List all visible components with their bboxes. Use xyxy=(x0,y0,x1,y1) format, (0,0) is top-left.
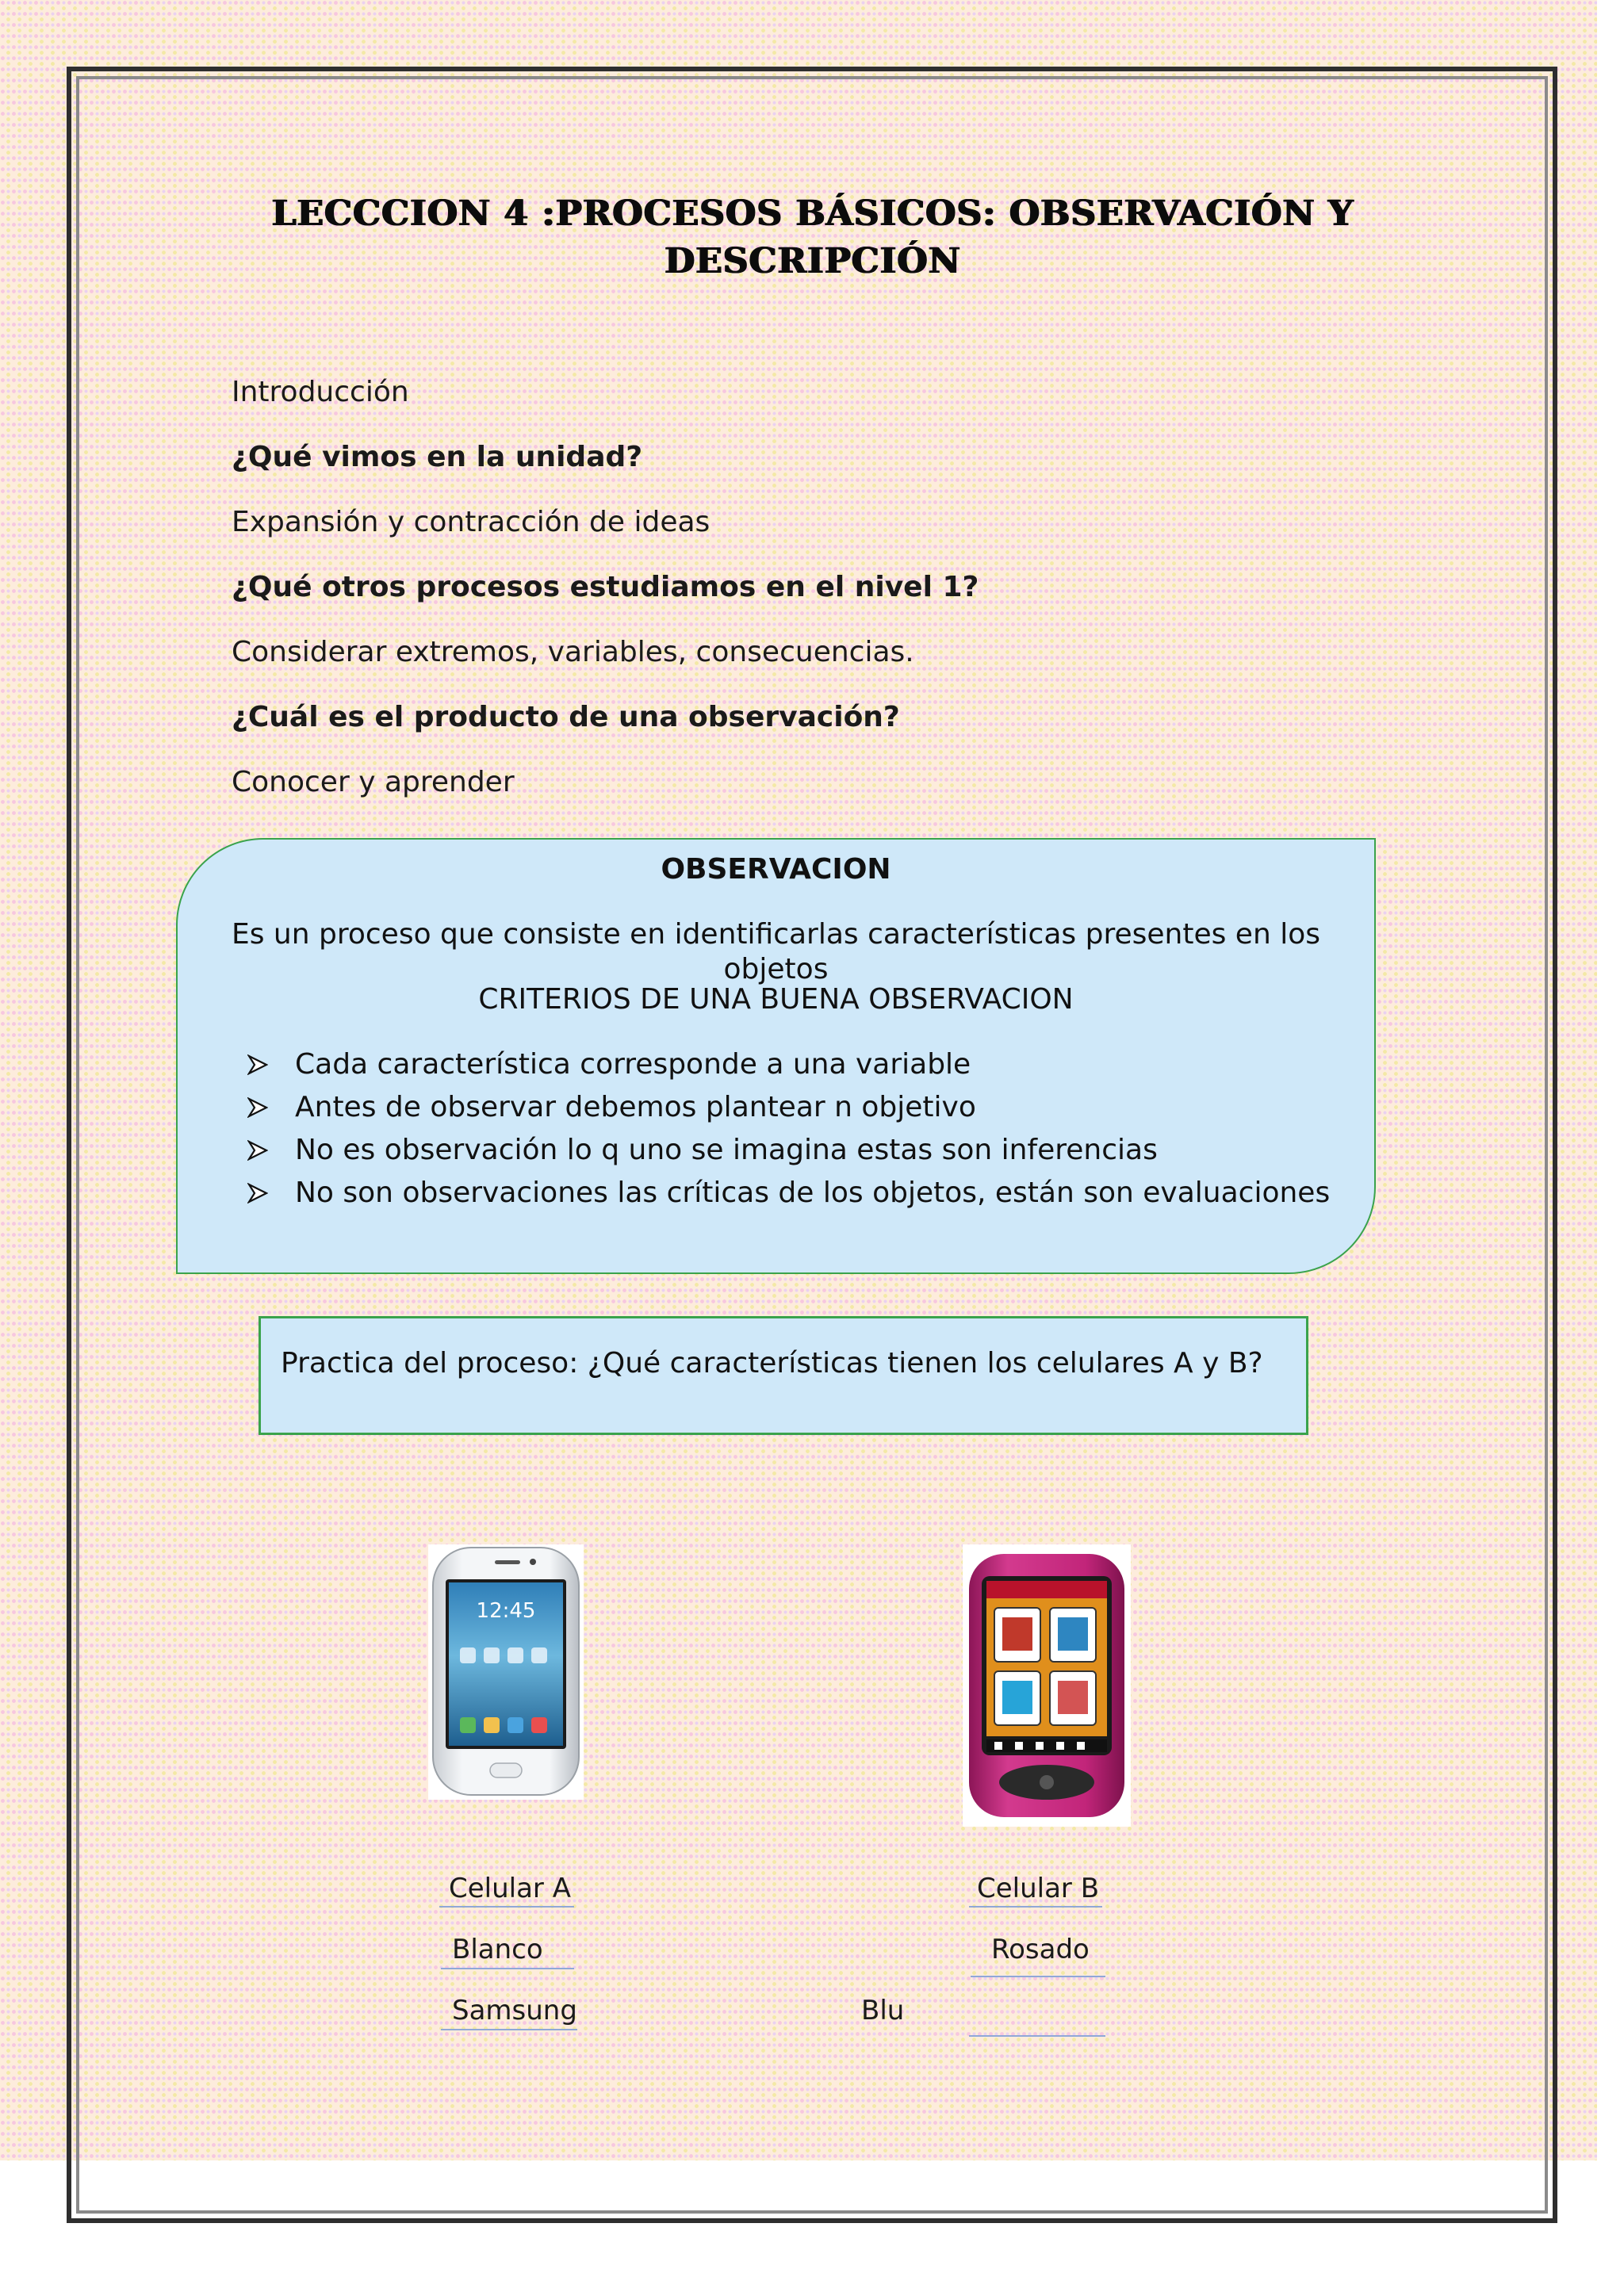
answer-unit: Expansión y contracción de ideas xyxy=(232,506,710,538)
lesson-title-line1: LECCCION 4 :PROCESOS BÁSICOS: OBSERVACIÓN Y xyxy=(271,193,1354,234)
answer-product: Conocer y aprender xyxy=(232,766,515,798)
observation-heading: OBSERVACION xyxy=(661,853,891,886)
phone-a-brand-underline xyxy=(441,2029,577,2030)
criteria-item-text: No son observaciones las críticas de los objetos, están son evaluaciones xyxy=(295,1177,1331,1209)
phone-a-color-underline xyxy=(441,1968,574,1969)
pink-phone-image xyxy=(963,1544,1131,1827)
phone-b-color: Rosado xyxy=(991,1934,1090,1965)
question-product: ¿Cuál es el producto de una observación? xyxy=(232,701,900,733)
phone-b-brand: Blu xyxy=(861,1995,905,2026)
criteria-item-text: No es observación lo q uno se imagina estas son inferencias xyxy=(295,1134,1158,1166)
lesson-title-line2: DESCRIPCIÓN xyxy=(665,241,961,281)
phone-b-color-underline xyxy=(971,1976,1105,1977)
practice-prompt: Practica del proceso: ¿Qué características tienen los celulares A y B? xyxy=(281,1347,1263,1380)
observation-definition: Es un proceso que consiste en identificarlas características presentes en los objetos xyxy=(231,918,1320,985)
criteria-heading: CRITERIOS DE UNA BUENA OBSERVACION xyxy=(478,983,1074,1016)
svg-text:12:45: 12:45 xyxy=(476,1599,536,1623)
bottom-margin xyxy=(79,2160,1545,2210)
intro-heading: Introducción xyxy=(232,376,409,408)
phone-b-label: Celular B xyxy=(977,1873,1100,1904)
phone-a-label-underline xyxy=(439,1906,574,1908)
arrowhead-bullet-icon xyxy=(247,1054,268,1075)
criteria-item-text: Cada característica corresponde a una variable xyxy=(295,1048,971,1081)
phone-a-brand: Samsung xyxy=(452,1995,577,2026)
arrowhead-bullet-icon xyxy=(247,1140,268,1161)
answer-processes: Considerar extremos, variables, consecuencias. xyxy=(232,636,914,668)
question-unit: ¿Qué vimos en la unidad? xyxy=(232,441,643,473)
phone-b-brand-underline xyxy=(969,2035,1105,2037)
arrowhead-bullet-icon xyxy=(247,1183,268,1203)
white-smartphone-image xyxy=(428,1544,584,1800)
question-processes: ¿Qué otros procesos estudiamos en el nivel 1? xyxy=(232,571,979,603)
phone-a-color: Blanco xyxy=(452,1934,543,1965)
lesson-title xyxy=(238,190,1388,285)
phone-a-label: Celular A xyxy=(449,1873,571,1904)
criteria-item-text: Antes de observar debemos plantear n objetivo xyxy=(295,1091,976,1123)
arrowhead-bullet-icon xyxy=(247,1097,268,1118)
phone-b-label-underline xyxy=(969,1906,1102,1908)
